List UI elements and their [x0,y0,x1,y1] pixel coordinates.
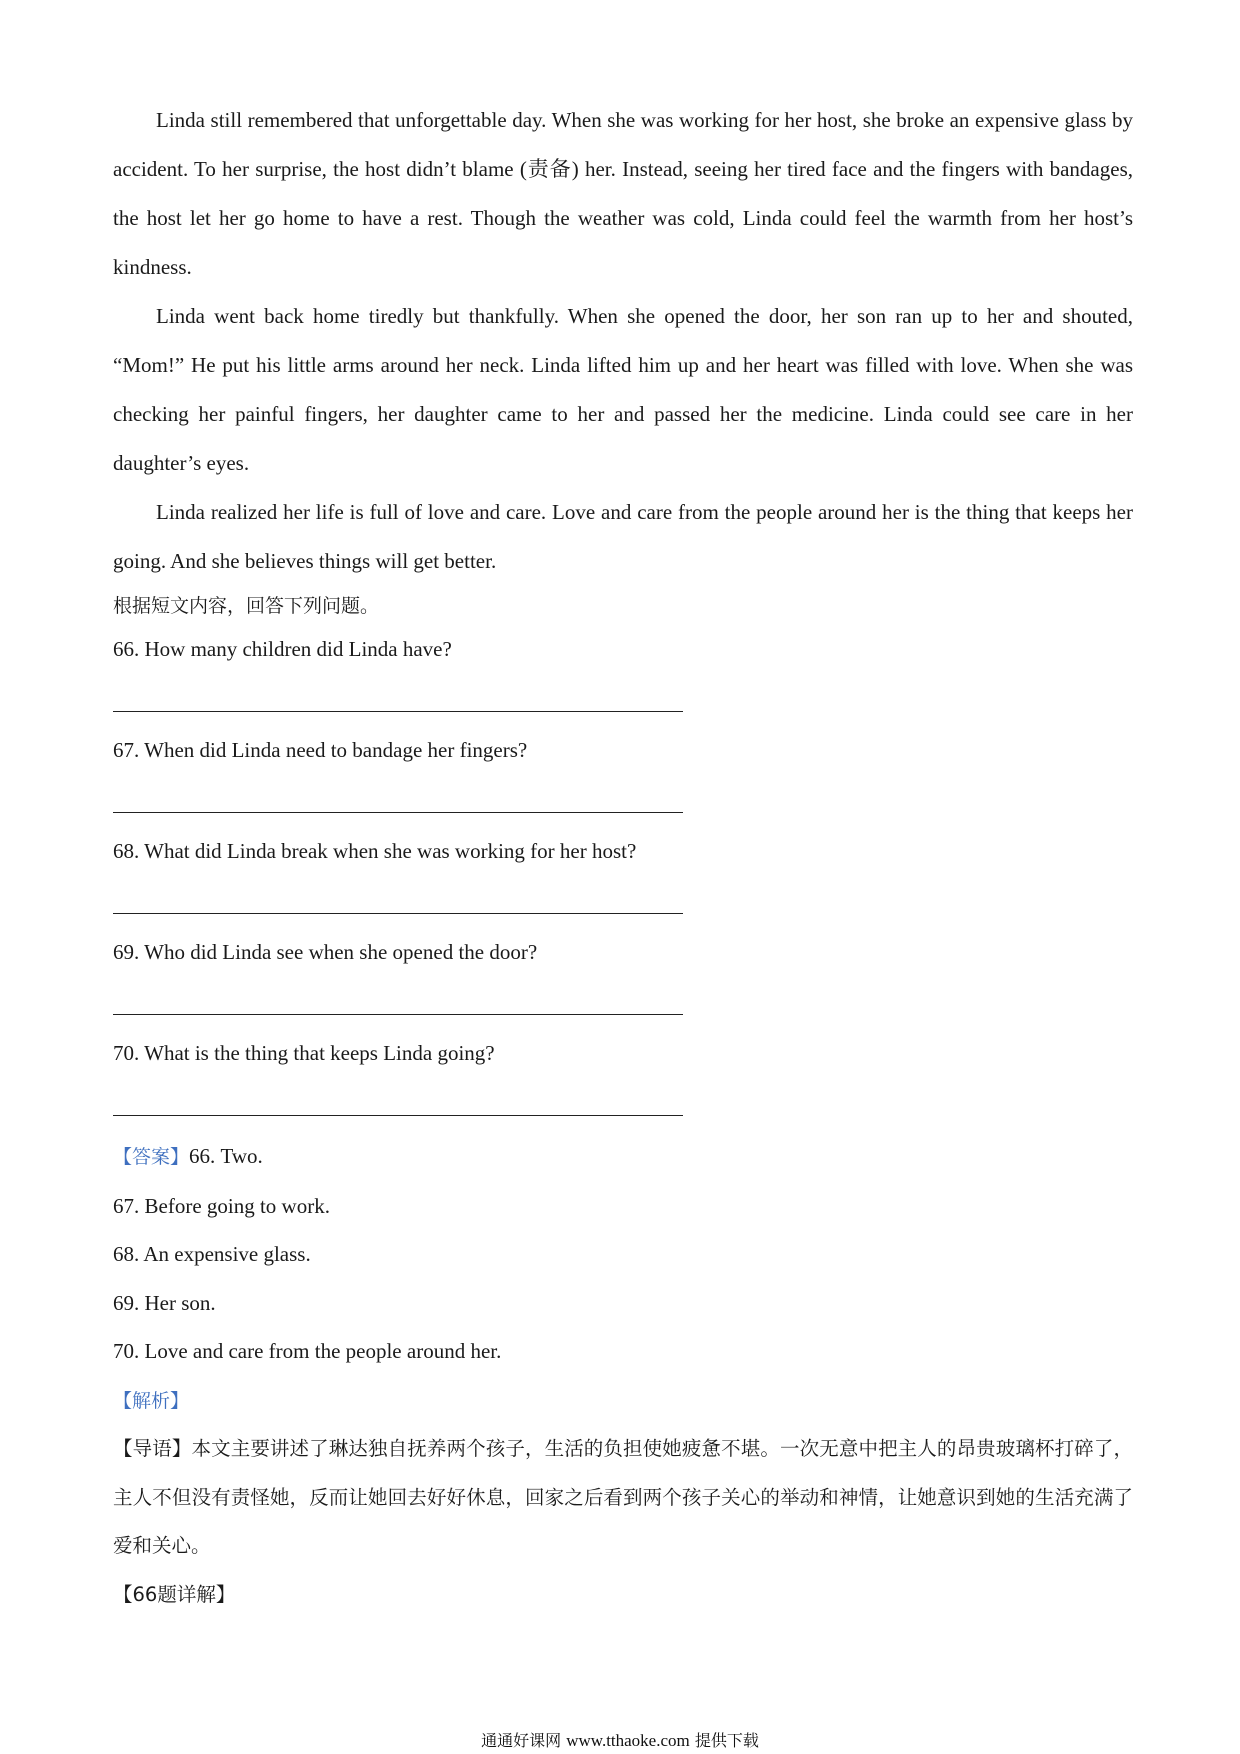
answer-67: 67. Before going to work. [113,1193,330,1218]
answer-69: 69. Her son. [113,1290,216,1315]
answer-blank-70[interactable] [113,1067,683,1116]
instruction-text: 根据短文内容，回答下列问题。 [113,595,380,617]
answer-blank-68[interactable] [113,865,683,914]
document-page [113,96,1133,1619]
analysis-label: 【解析】 [113,1389,190,1412]
answer-66: 66. Two. [189,1144,263,1168]
intro-text: 本文主要讲述了琳达独自抚养两个孩子，生活的负担使她疲惫不堪。一次无意中把主人的昂贵玻璃杯打碎了，主人不但没有责怪她，反而让她回去好好休息，回家之后看到两个孩子关心的举动和神情，让她意识到她的生活充满了爱和关心。 [113,1437,1133,1557]
question-66: 66. How many children did Linda have? [113,637,452,661]
passage-paragraph-1: Linda still remembered that unforgettable day. When she was working for her host, she broke an expensive glass by accident. To her surprise, the host didn’t blame (责备) her. Instead, seeing her tired face and the fingers with bandages, the host let her go home to have a rest. Though the weather was cold, Linda could feel the warmth from her host’s kindness. [113,108,1133,279]
detail-66-label: 【66题详解】 [113,1582,236,1606]
question-67: 67. When did Linda need to bandage her fingers? [113,738,528,762]
passage-paragraph-2: Linda went back home tiredly but thankfully. When she opened the door, her son ran up to her and shouted, “Mom!” He put his little arms around her neck. Linda lifted him up and her heart was filled with love. When she was checking her painful fingers, her daughter came to her and passed her the medicine. Linda could see care in her daughter’s eyes. [113,304,1133,475]
footer-action: 提供下载 [694,1731,759,1750]
footer-url[interactable]: www.tthaoke.com [566,1731,690,1750]
answer-label: 【答案】 [113,1146,190,1168]
page-footer [0,1728,1240,1751]
intro-label: 【导语】 [113,1437,192,1460]
footer-site: 通通好课网 [481,1731,562,1750]
answer-70: 70. Love and care from the people around her. [113,1339,502,1363]
question-68: 68. What did Linda break when she was working for her host? [113,839,637,863]
question-70: 70. What is the thing that keeps Linda going? [113,1041,495,1065]
answer-section [113,1132,1133,1376]
answer-blank-66[interactable] [113,663,683,712]
answer-blank-69[interactable] [113,966,683,1015]
answer-66-line [113,1132,1133,1182]
answer-68: 68. An expensive glass. [113,1242,311,1266]
analysis-intro [113,1425,1133,1571]
analysis-section [113,1376,1133,1620]
answer-blank-67[interactable] [113,764,683,813]
analysis-label-line [113,1376,1133,1426]
question-list [113,627,1133,1116]
passage-paragraph-3: Linda realized her life is full of love and care. Love and care from the people around her is the thing that keeps her going. And she believes things will get better. [113,500,1133,573]
question-69: 69. Who did Linda see when she opened the door? [113,940,538,964]
